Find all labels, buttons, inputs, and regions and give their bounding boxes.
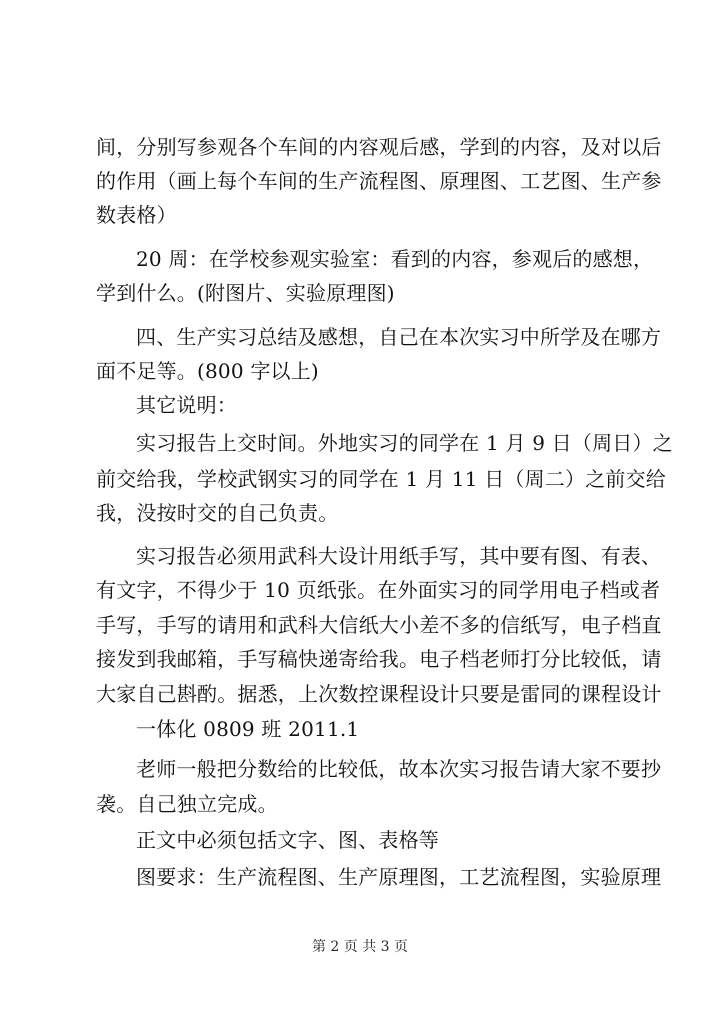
text-line-5: 学到什么。(附图片、实验原理图) — [96, 281, 395, 305]
text-line-12: 实习报告必须用武科大设计用纸手写，其中要有图、有表、 — [136, 544, 662, 568]
text-line-1: 间，分别写参观各个车间的内容观后感，学到的内容，及对以后 — [96, 135, 662, 159]
text-line-16: 大家自己斟酌。据悉，上次数控课程设计只要是雷同的课程设计 — [96, 682, 662, 706]
text-line-7: 面不足等。(800 字以上) — [96, 359, 319, 383]
text-line-19: 袭。自己独立完成。 — [96, 792, 278, 816]
text-line-14: 手写，手写的请用和武科大信纸大小差不多的信纸写，电子档直 — [96, 613, 662, 637]
text-line-18: 老师一般把分数给的比较低，故本次实习报告请大家不要抄 — [136, 757, 662, 781]
text-line-10: 前交给我，学校武钢实习的同学在 1 月 11 日（周二）之前交给 — [96, 467, 667, 491]
text-line-13: 有文字，不得少于 10 页纸张。在外面实习的同学用电子档或者 — [96, 578, 661, 602]
text-line-17: 一体化 0809 班 2011.1 — [136, 717, 360, 741]
text-line-21: 图要求：生产流程图、生产原理图，工艺流程图，实验原理 — [136, 865, 662, 889]
text-line-3: 数表格） — [96, 203, 177, 227]
section-heading-other-notes: 其它说明： — [136, 393, 237, 417]
text-line-2: 的作用（画上每个车间的生产流程图、原理图、工艺图、生产参 — [96, 169, 662, 193]
page-footer: 第 2 页 共 3 页 — [311, 939, 409, 955]
text-line-20: 正文中必须包括文字、图、表格等 — [136, 828, 439, 852]
text-line-15: 接发到我邮箱，手写稿快递寄给我。电子档老师打分比较低，请 — [96, 647, 662, 671]
text-line-6: 四、生产实习总结及感想，自己在本次实习中所学及在哪方 — [136, 325, 662, 349]
text-line-11: 我，没按时交的自己负责。 — [96, 501, 339, 525]
text-line-9: 实习报告上交时间。外地实习的同学在 1 月 9 日（周日）之 — [136, 431, 673, 455]
text-line-4: 20 周：在学校参观实验室：看到的内容，参观后的感想， — [136, 247, 654, 271]
